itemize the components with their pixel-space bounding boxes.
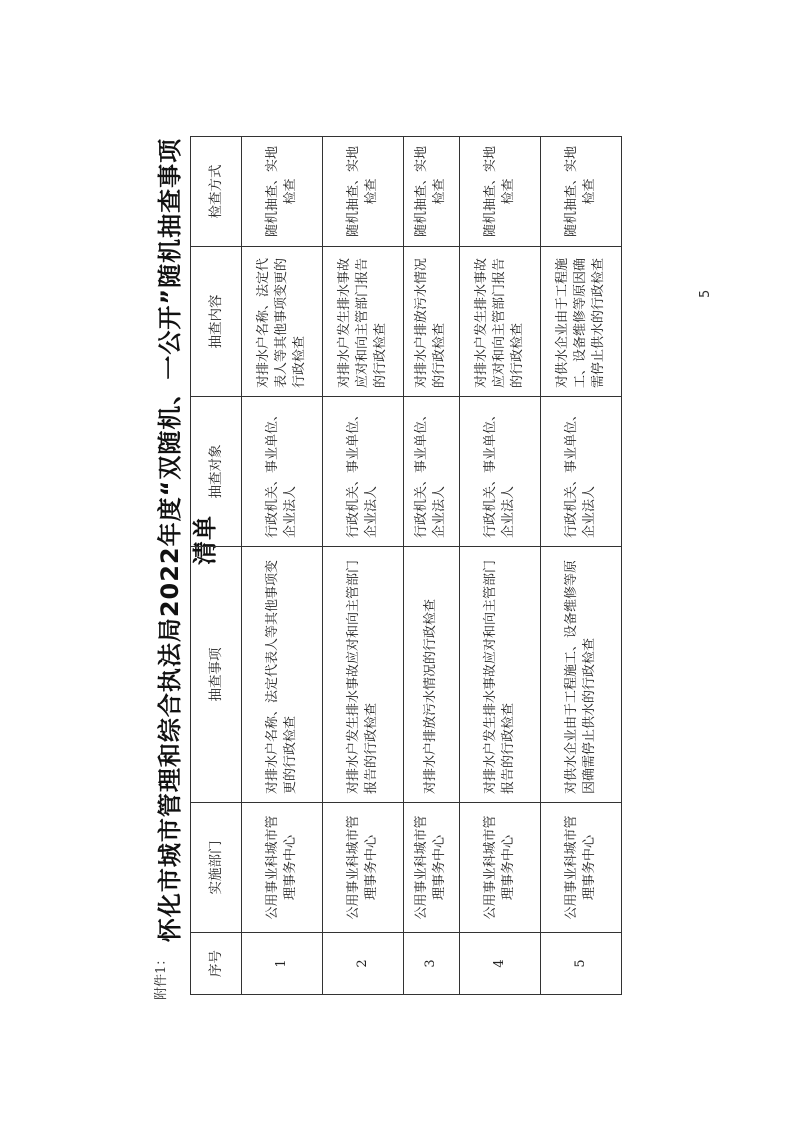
- attachment-label: 附件1：: [154, 952, 169, 1000]
- cell-target: 行政机关、事业单位、企业法人: [541, 397, 622, 547]
- cell-target: 行政机关、事业单位、企业法人: [242, 397, 323, 547]
- cell-index: 1: [242, 933, 323, 995]
- header-department: 实施部门: [191, 803, 242, 933]
- inspection-table: [190, 136, 622, 995]
- cell-target: 行政机关、事业单位、企业法人: [460, 397, 541, 547]
- table-row: [403, 137, 460, 995]
- cell-index: 3: [403, 933, 460, 995]
- cell-target: 行政机关、事业单位、企业法人: [403, 397, 460, 547]
- header-content: 抽查内容: [191, 247, 242, 397]
- table-row: [541, 137, 622, 995]
- table-row: [322, 137, 403, 995]
- table-row: [460, 137, 541, 995]
- cell-method: 随机抽查、实地检查: [322, 137, 403, 247]
- cell-item: 对排水户发生排水事故应对和向主管部门报告的行政检查: [322, 547, 403, 803]
- cell-department: 公用事业科城市管理事务中心: [322, 803, 403, 933]
- cell-item: 对排水户发生排水事故应对和向主管部门报告的行政检查: [460, 547, 541, 803]
- cell-content: 对排水户发生排水事故应对和向主管部门报告的行政检查: [460, 247, 541, 397]
- cell-item: 对排水户名称、法定代表人等其他事项变更的行政检查: [242, 547, 323, 803]
- cell-department: 公用事业科城市管理事务中心: [403, 803, 460, 933]
- cell-content: 对排水户排放污水情况的行政检查: [403, 247, 460, 397]
- cell-department: 公用事业科城市管理事务中心: [541, 803, 622, 933]
- cell-item: 对排水户排放污水情况的行政检查: [403, 547, 460, 803]
- cell-content: 对供水企业由于工程施工、设备维修等原因确需停止供水的行政检查: [541, 247, 622, 397]
- cell-index: 2: [322, 933, 403, 995]
- cell-method: 随机抽查、实地检查: [460, 137, 541, 247]
- table-row: [242, 137, 323, 995]
- cell-target: 行政机关、事业单位、企业法人: [322, 397, 403, 547]
- header-index: 序号: [191, 933, 242, 995]
- cell-index: 5: [541, 933, 622, 995]
- cell-content: 对排水户发生排水事故应对和向主管部门报告的行政检查: [322, 247, 403, 397]
- table-header-row: [191, 137, 242, 995]
- header-item: 抽查事项: [191, 547, 242, 803]
- cell-item: 对供水企业由于工程施工、设备维修等原因确需停止供水的行政检查: [541, 547, 622, 803]
- cell-method: 随机抽查、实地检查: [242, 137, 323, 247]
- cell-method: 随机抽查、实地检查: [403, 137, 460, 247]
- page-number: 5: [698, 289, 713, 298]
- header-method: 检查方式: [191, 137, 242, 247]
- cell-method: 随机抽查、实地检查: [541, 137, 622, 247]
- cell-department: 公用事业科城市管理事务中心: [242, 803, 323, 933]
- rotated-content: [150, 120, 713, 1000]
- document-title: 怀化市城市管理和综合执法局2022年度“双随机、一公开”随机抽查事项清单: [156, 137, 219, 943]
- header-target: 抽查对象: [191, 397, 242, 547]
- cell-content: 对排水户名称、法定代表人等其他事项变更的行政检查: [242, 247, 323, 397]
- cell-index: 4: [460, 933, 541, 995]
- cell-department: 公用事业科城市管理事务中心: [460, 803, 541, 933]
